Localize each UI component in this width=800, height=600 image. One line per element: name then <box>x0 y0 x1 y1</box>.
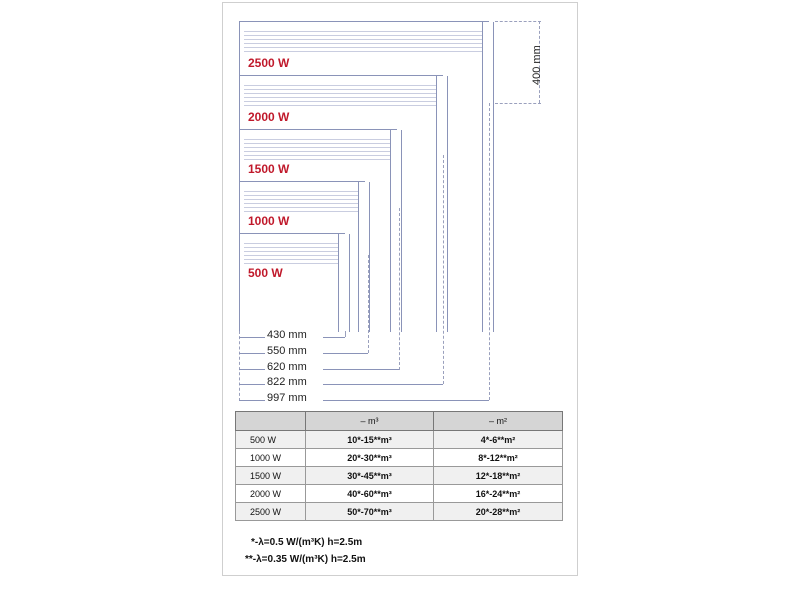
row-volume: 30*-45**m³ <box>306 467 434 485</box>
width-guide-550 <box>368 255 369 353</box>
power-label-1500w: 1500 W <box>248 162 290 176</box>
width-guide-620 <box>399 208 400 370</box>
width-label-620: 620 mm <box>265 361 323 373</box>
diagram-frame <box>222 2 578 576</box>
row-power: 2000 W <box>236 485 306 503</box>
row-power: 500 W <box>236 431 306 449</box>
footnote-double-star: **-λ=0.35 W/(m³K) h=2.5m <box>245 554 366 565</box>
width-label-822: 822 mm <box>265 376 323 388</box>
height-dim-top <box>495 21 541 22</box>
row-power: 2500 W <box>236 503 306 521</box>
power-label-2000w: 2000 W <box>248 110 290 124</box>
heater-side <box>390 130 402 332</box>
row-area: 12*-18**m² <box>434 467 563 485</box>
row-volume: 10*-15**m³ <box>306 431 434 449</box>
width-label-550: 550 mm <box>265 345 323 357</box>
table-row <box>236 449 563 467</box>
heater-side <box>482 22 494 332</box>
width-guide-430 <box>345 331 346 337</box>
width-label-430: 430 mm <box>265 329 323 341</box>
footnote-single-star: *-λ=0.5 W/(m³K) h=2.5m <box>251 537 363 548</box>
table-row <box>236 503 563 521</box>
height-dimension-label: 400 mm <box>531 45 543 85</box>
row-volume: 40*-60**m³ <box>306 485 434 503</box>
power-label-500w: 500 W <box>248 266 283 280</box>
row-power: 1000 W <box>236 449 306 467</box>
table-header-row <box>236 412 563 431</box>
row-volume: 20*-30**m³ <box>306 449 434 467</box>
width-guide-997 <box>489 103 490 400</box>
width-guide-822 <box>443 155 444 384</box>
table-row <box>236 431 563 449</box>
power-label-1000w: 1000 W <box>248 214 290 228</box>
row-area: 16*-24**m² <box>434 485 563 503</box>
height-dim-bottom <box>495 103 541 104</box>
row-area: 20*-28**m² <box>434 503 563 521</box>
row-power: 1500 W <box>236 467 306 485</box>
heater-side <box>436 76 448 332</box>
table-header-volume: – m³ <box>306 412 434 431</box>
spec-table <box>235 411 563 521</box>
row-area: 8*-12**m² <box>434 449 563 467</box>
row-area: 4*-6**m² <box>434 431 563 449</box>
table-row <box>236 485 563 503</box>
heater-side <box>338 234 350 332</box>
power-label-2500w: 2500 W <box>248 56 290 70</box>
table-row <box>236 467 563 485</box>
width-label-997: 997 mm <box>265 392 323 404</box>
row-volume: 50*-70**m³ <box>306 503 434 521</box>
table-header-area: – m² <box>434 412 563 431</box>
width-guide-left <box>239 331 240 401</box>
heater-500w <box>239 233 345 332</box>
table-header-power <box>236 412 306 431</box>
